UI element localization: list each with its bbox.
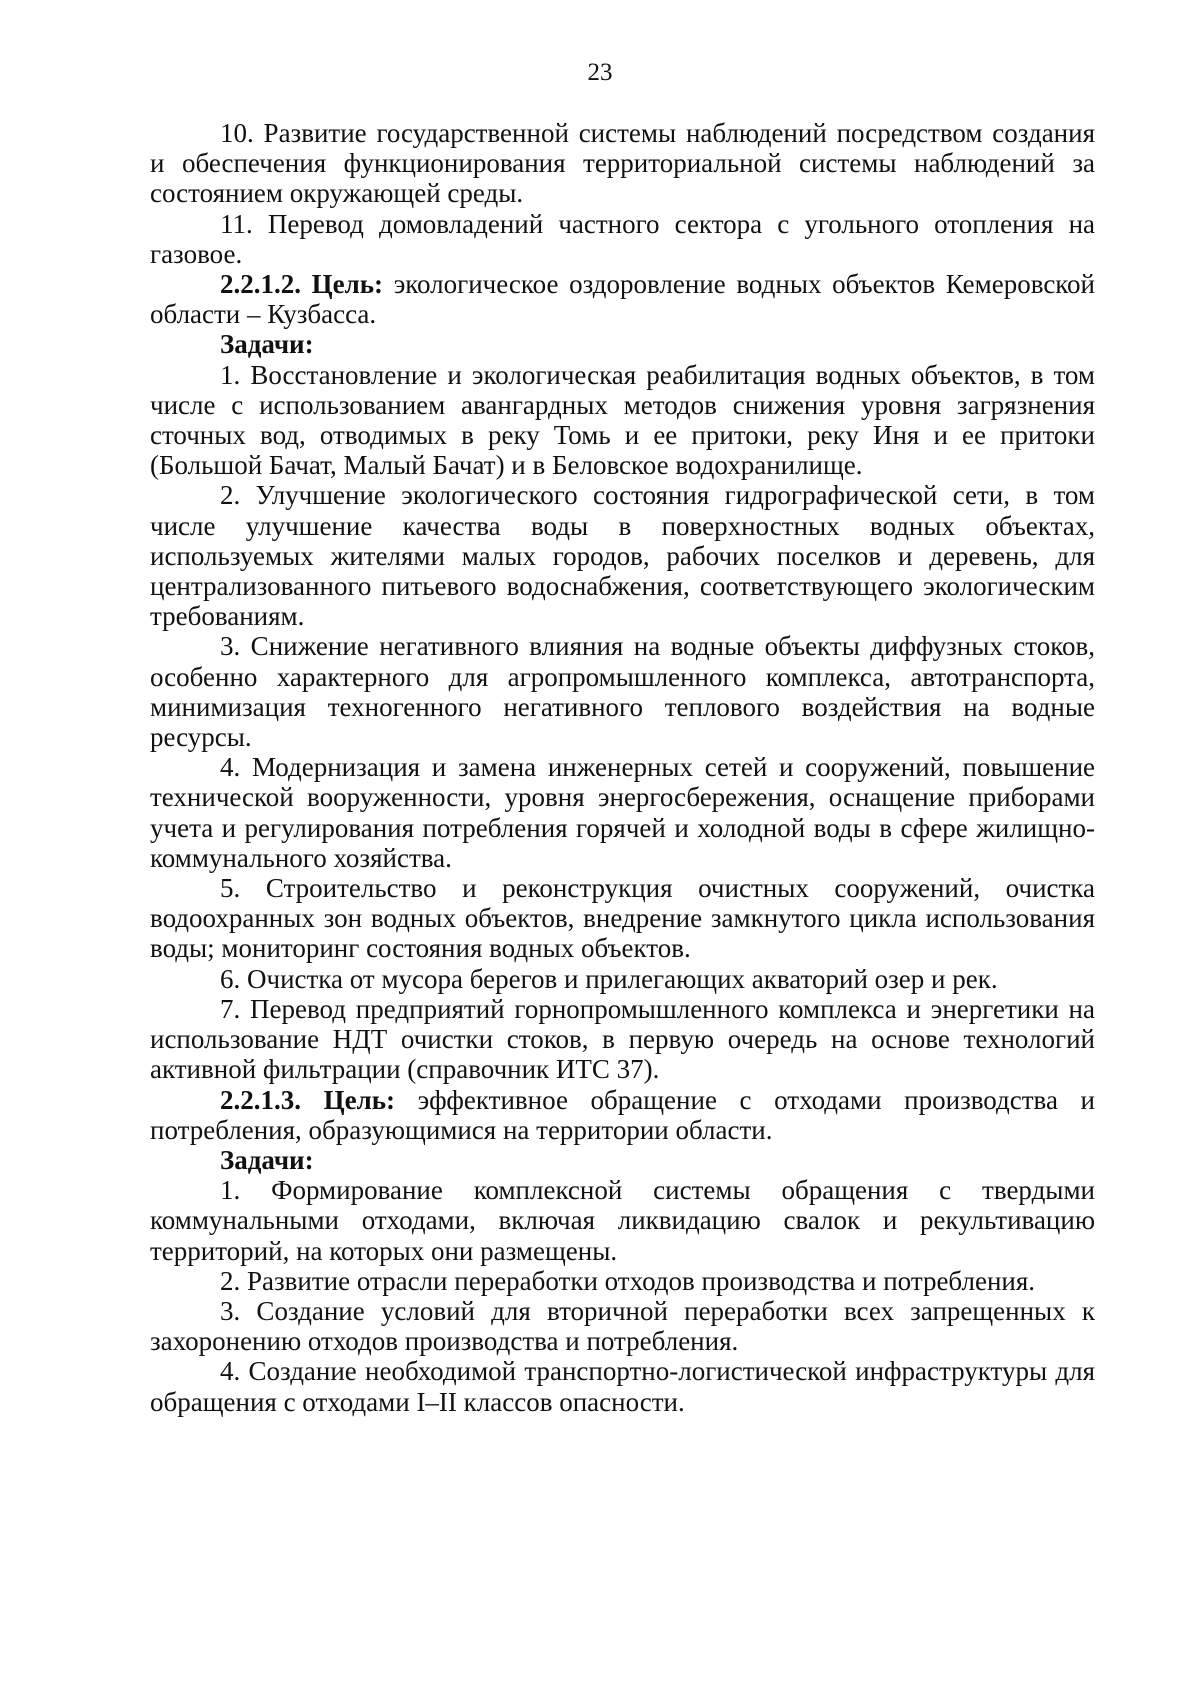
paragraph-item-10: 10. Развитие государственной системы наблюдений посредством создания и обеспечения функционирования территориальной системы наблюдений за состоянием окружающей среды.: [150, 118, 1095, 209]
task-item: 7. Перевод предприятий горнопромышленного комплекса и энергетики на использование НДТ очистки стоков, в первую очередь на основе технологий активной фильтрации (справочник ИТС 37).: [150, 993, 1095, 1085]
goal-text: экологическое оздоровление водных объектов Кемеровской области – Кузбасса.: [150, 269, 1096, 330]
document-body: [150, 118, 1095, 1417]
task-item: 1. Восстановление и экологическая реабилитация водных объектов, в том числе с использованием авангардных методов снижения уровня загрязнения сточных вод, отводимых в реку Томь и ее притоки, реку Иня и ее притоки (Большой Бачат, Малый Бачат) и в Беловское водохранилище.: [150, 359, 1095, 481]
task-item: 3. Создание условий для вторичной переработки всех запрещенных к захоронению отходов производства и потребления.: [150, 1295, 1095, 1357]
goal-number: 2.2.1.2.: [220, 269, 301, 300]
task-item: 2. Улучшение экологического состояния гидрографической сети, в том числе улучшение качества воды в поверхностных водных объектах, используемых жителями малых городов, рабочих поселков и деревень, для централизованного питьевого водоснабжения, соответствующего экологическим требованиям.: [150, 480, 1095, 632]
tasks-heading: Задачи:: [220, 1144, 314, 1175]
paragraph-item-11: 11. Перевод домовладений частного сектора с угольного отопления на газовое.: [150, 208, 1095, 269]
goal-paragraph-2-2-1-3: [150, 1085, 1095, 1145]
goal-label: Цель:: [323, 1084, 396, 1115]
task-item: 2. Развитие отрасли переработки отходов производства и потребления.: [220, 1265, 1036, 1296]
task-item: 6. Очистка от мусора берегов и прилегающих акваторий озер и рек.: [220, 963, 998, 994]
goal-number: 2.2.1.3.: [220, 1084, 301, 1115]
task-item: 4. Модернизация и замена инженерных сетей и сооружений, повышение технической вооруженности, уровня энергосбережения, оснащение приборами учета и регулирования потребления горячей и холодной воды в сфере жилищно-коммунального хозяйства.: [150, 752, 1095, 873]
task-item: 3. Снижение негативного влияния на водные объекты диффузных стоков, особенно характерного для агропромышленного комплекса, автотранспорта, минимизация техногенного негативного теплового воздействия на водные ресурсы.: [150, 631, 1095, 753]
goal-paragraph-2-2-1-2: [150, 269, 1095, 329]
page-number: 23: [587, 59, 613, 86]
task-item: 4. Создание необходимой транспортно-логистической инфраструктуры для обращения с отходами I–II классов опасности.: [150, 1356, 1095, 1417]
goal-text: эффективное обращение с отходами производства и потребления, образующимися на территории области.: [150, 1084, 1095, 1145]
task-item: 5. Строительство и реконструкция очистных сооружений, очистка водоохранных зон водных объектов, внедрение замкнутого цикла использования воды; мониторинг состояния водных объектов.: [150, 873, 1095, 964]
task-item: 1. Формирование комплексной системы обращения с твердыми коммунальными отходами, включая ликвидацию свалок и рекультивацию территорий, на которых они размещены.: [150, 1175, 1095, 1266]
tasks-heading: Задачи:: [220, 329, 314, 360]
goal-label: Цель:: [311, 269, 384, 300]
